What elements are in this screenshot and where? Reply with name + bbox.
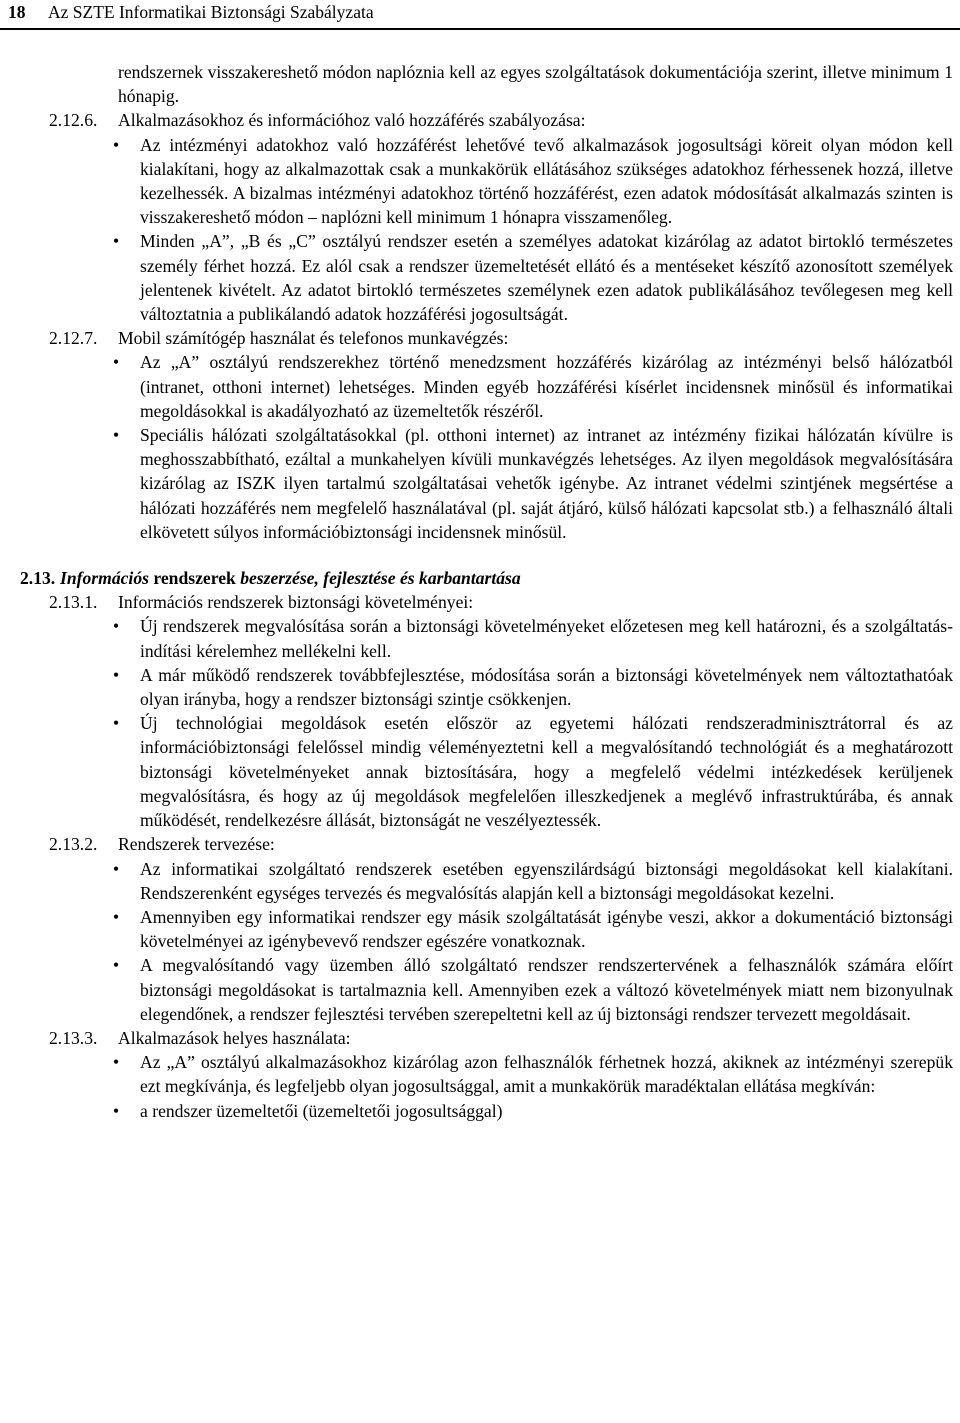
subsection-number: 2.13.3.: [49, 1027, 98, 1048]
bullet-icon: •: [113, 955, 120, 976]
bullet-icon: •: [113, 425, 120, 446]
section-title-part-1: Információs: [60, 568, 149, 589]
bullet-icon: •: [113, 134, 120, 155]
subsection-2-12-7: [0, 326, 953, 350]
subsection-2-13-3: [0, 1026, 953, 1050]
list-item: [113, 905, 953, 953]
subsection-number: 2.12.7.: [49, 328, 98, 349]
list-item: [113, 423, 953, 544]
subsection-number: 2.13.1.: [49, 592, 98, 613]
header-rule: [0, 28, 960, 30]
subsection-number: 2.12.6.: [49, 110, 98, 131]
subsection-2-13-2: [0, 832, 953, 856]
list-item-text: Új technológiai megoldások esetén először az egyetemi hálózati rendszeradminisztrátorral és az információbiztonsági felelőssel mindig véleményeztetni kell a megvalósítandó technológiát és a meghatározott biztonsági követelményeket annak biztosítására, hogy a megfelelő védelmi intézkedések kerüljenek megvalósításra, és hogy az új megoldások megfelelően illeszkedjenek a meglévő infrastruktúrába, és annak működését, rendelkezésre állását, biztonságát ne veszélyeztessék.: [140, 713, 953, 831]
list-item: [113, 1099, 953, 1123]
list-item: [113, 229, 953, 326]
list-item-text: Az informatikai szolgáltató rendszerek esetében egyenszilárdságú biztonsági megoldásokat kell kialakítani. Rendszerenként egységes tervezés és megvalósítás alapján kell a biztonsági megoldásokat kezelni.: [140, 858, 953, 903]
page-content: [0, 60, 960, 1123]
list-item-text: Új rendszerek megvalósítása során a biztonsági követelményeket előzetesen meg kell határozni, és a szolgáltatás-indítási kérelemhez mellékelni kell.: [140, 616, 953, 661]
intro-paragraph: rendszernek visszakereshető módon naplóznia kell az egyes szolgáltatások dokumentációja szerint, illetve minimum 1 hónapig.: [118, 62, 953, 107]
subsection-number: 2.13.2.: [49, 834, 98, 855]
subsection-2-12-6: [0, 108, 953, 132]
list-item-text: A már működő rendszerek továbbfejlesztése, módosítása során a biztonsági követelmények nem változtathatóak olyan irányba, hogy a rendszer biztonsági szintje csökkenjen.: [140, 664, 953, 710]
bullet-icon: •: [113, 713, 120, 734]
bullet-icon: •: [113, 1052, 120, 1073]
bullet-icon: •: [113, 352, 120, 373]
bullet-icon: •: [113, 1100, 120, 1121]
subsection-title: Alkalmazásokhoz és információhoz való hozzáférés szabályozása:: [118, 110, 586, 131]
subsection-title: Mobil számítógép használat és telefonos munkavégzés:: [118, 328, 509, 349]
list-item-text: Minden „A”, „B és „C” osztályú rendszer esetén a személyes adatokat kizárólag az adatot birtokló természetes személy férhet hozzá. Ez alól csak a rendszer üzemeltetését ellátó és a mentéseket készítő azonosított személyek jelentenek kivételt. Az adatot birtokló természetes személynek ezen adatok publikálásához tevőlegesen meg kell változtatnia a publikálandó adatok hozzáférési jogosultságát.: [140, 231, 953, 325]
list-item-text: A megvalósítandó vagy üzemben álló szolgáltató rendszer rendszertervének a felhasználók számára előírt biztonsági megoldásokat is tartalmaznia kell. Amennyiben ezek a változó követelmények miatt nem bizonyulnak elegendőnek, a rendszer fejlesztési tervében szerepeltetni kell az új biztonsági rendszer tervezett megoldásait.: [140, 955, 953, 1024]
bullet-icon: •: [113, 616, 120, 637]
page-header: [0, 0, 960, 34]
list-item: [113, 1050, 953, 1098]
subsection-title: Alkalmazások helyes használata:: [118, 1027, 351, 1048]
subsection-2-13-1: [0, 590, 953, 614]
section-number: 2.13.: [20, 568, 56, 589]
list-item-text: Amennyiben egy informatikai rendszer egy másik szolgáltatását igénybe veszi, akkor a dokumentáció biztonsági követelményei az igénybevevő rendszer egészére vonatkoznak.: [140, 906, 953, 952]
bullet-icon: •: [113, 231, 120, 252]
bullet-icon: •: [113, 664, 120, 685]
list-item: [113, 133, 953, 230]
bullet-icon: •: [113, 906, 120, 927]
section-title-part-2: rendszerek: [153, 568, 236, 589]
list-item-text: Az „A” osztályú rendszerekhez történő menedzsment hozzáférés kizárólag az intézményi belső hálózatból (intranet, otthoni internet) lehetséges. Minden egyéb hozzáférési kísérlet incidensnek minősül és informatikai megoldásokkal is akadályozható az üzemeltetők részéről.: [140, 352, 953, 421]
list-item: [113, 857, 953, 905]
page-number: 18: [8, 2, 26, 22]
list-item: [113, 614, 953, 662]
bullet-icon: •: [113, 858, 120, 879]
section-spacer: [0, 544, 960, 566]
list-item-text: a rendszer üzemeltetői (üzemeltetői jogosultsággal): [140, 1100, 503, 1121]
subsection-title: Rendszerek tervezése:: [118, 834, 275, 855]
list-item: [113, 953, 953, 1026]
section-heading-2-13: [0, 566, 960, 590]
list-item-text: Az intézményi adatokhoz való hozzáférést lehetővé tevő alkalmazások jogosultsági köreit olyan módon kell kialakítani, hogy az alkalmazottak csak a munkakörük ellátásához szükséges adatokhoz férhessenek hozzá, illetve kezelhessék. A bizalmas intézményi adatokhoz történő hozzáférést, ezen adatok módosítását alkalmazás szinten is visszakereshető módon – naplózni kell minimum 1 hónapra visszamenőleg.: [140, 134, 953, 228]
list-item: [113, 663, 953, 711]
list-item-text: Az „A” osztályú alkalmazásokhoz kizárólag azon felhasználók férhetnek hozzá, akiknek az intézményi szerepük ezt megkívánja, és legfeljebb olyan jogosultsággal, amit a munkakörük maradéktalan ellátása megkíván:: [140, 1052, 953, 1097]
list-item: [113, 711, 953, 832]
section-title-part-3: beszerzése, fejlesztése és karbantartása: [240, 568, 521, 589]
subsection-title: Információs rendszerek biztonsági követelményei:: [118, 592, 474, 613]
list-item: [113, 350, 953, 423]
header-title: Az SZTE Informatikai Biztonsági Szabályzata: [48, 2, 374, 22]
list-item-text: Speciális hálózati szolgáltatásokkal (pl. otthoni internet) az intranet az intézmény fizikai hálózatán kívülre is meghosszabbítható, ezáltal a munkahelyen kívüli munkavégzés lehetséges. Az ilyen megoldások megvalósítására kizárólag az ISZK ilyen tartalmú szolgáltatásai vehetők igénybe. Az intranet védelmi szintjének megsértése a hálózati hozzáférés nem megfelelő használatával (pl. saját átjáró, külső hálózati kapcsolat stb.) a felhasználó általi elkövetett súlyos információbiztonsági incidensnek minősül.: [140, 425, 953, 542]
